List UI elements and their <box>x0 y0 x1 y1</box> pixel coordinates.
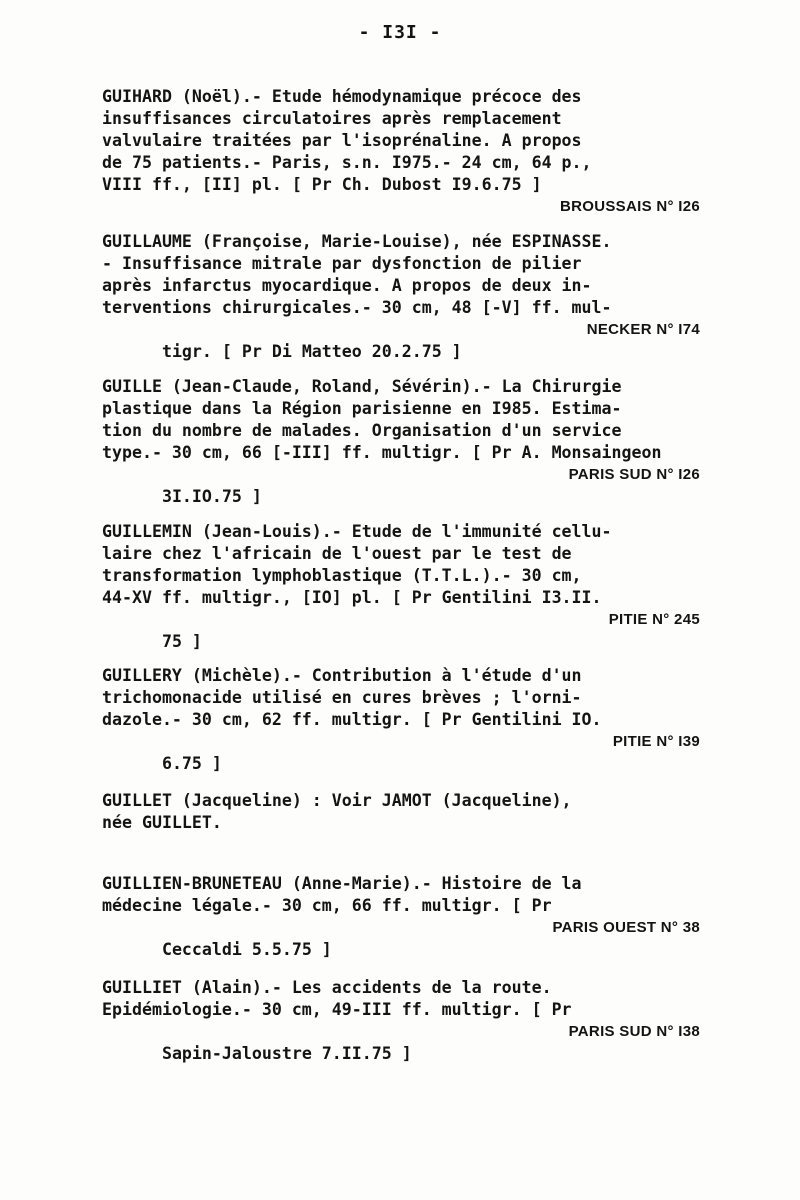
entry-line: VIII ff., [II] pl. [ Pr Ch. Dubost I9.6.75 ] <box>102 175 542 194</box>
entry-line: plastique dans la Région parisienne en I985. Estima- <box>102 399 622 418</box>
entry-line: 3I.IO.75 ] <box>161 487 262 506</box>
catalog-entry-guilliet <box>102 977 714 1063</box>
entry-line: Epidémiologie.- 30 cm, 49-III ff. multigr. [ Pr <box>102 1000 572 1019</box>
entry-line: de 75 patients.- Paris, s.n. I975.- 24 cm, 64 p., <box>102 153 592 172</box>
entry-line: médecine légale.- 30 cm, 66 ff. multigr. [ Pr <box>102 896 552 915</box>
catalog-entry-guihard <box>102 86 714 218</box>
entry-line: tigr. [ Pr Di Matteo 20.2.75 ] <box>161 342 462 361</box>
library-location: PITIE N° 245 <box>608 611 700 628</box>
page-number: - I3I - <box>358 22 442 43</box>
entry-line: GUILLE (Jean-Claude, Roland, Sévérin).- La Chirurgie <box>102 377 622 396</box>
catalog-entry-guillery <box>102 665 714 773</box>
library-location: PARIS OUEST N° 38 <box>552 919 700 936</box>
entry-line: GUILLIET (Alain).- Les accidents de la route. <box>102 978 552 997</box>
library-location: BROUSSAIS N° I26 <box>560 198 700 215</box>
entry-line: GUIHARD (Noël).- Etude hémodynamique précoce des <box>102 87 582 106</box>
entry-line: GUILLET (Jacqueline) : Voir JAMOT (Jacqueline), <box>102 791 572 810</box>
library-location: PITIE N° I39 <box>612 733 700 750</box>
catalog-entry-guillemin <box>102 521 714 651</box>
entry-line: dazole.- 30 cm, 62 ff. multigr. [ Pr Gentilini IO. <box>102 710 602 729</box>
entry-line: terventions chirurgicales.- 30 cm, 48 [-V] ff. mul- <box>102 298 612 317</box>
entry-line: 44-XV ff. multigr., [IO] pl. [ Pr Gentilini I3.II. <box>102 588 602 607</box>
entry-line: GUILLAUME (Françoise, Marie-Louise), née ESPINASSE. <box>102 232 612 251</box>
catalog-entry-guille <box>102 376 714 506</box>
entry-line: Sapin-Jaloustre 7.II.75 ] <box>161 1044 412 1063</box>
entry-line: - Insuffisance mitrale par dysfonction de pilier <box>102 254 582 273</box>
entry-line: trichomonacide utilisé en cures brèves ; l'orni- <box>102 688 582 707</box>
catalog-entry-guillien-bruneteau <box>102 873 714 959</box>
library-location: NECKER N° I74 <box>586 321 700 338</box>
catalog-entry-guillet <box>102 790 714 834</box>
entry-line: valvulaire traitées par l'isoprénaline. A propos <box>102 131 582 150</box>
entry-line: insuffisances circulatoires après remplacement <box>102 109 562 128</box>
entry-line: Ceccaldi 5.5.75 ] <box>161 940 332 959</box>
entry-line: 75 ] <box>161 632 202 651</box>
library-location: PARIS SUD N° I26 <box>568 466 700 483</box>
entry-line: GUILLIEN-BRUNETEAU (Anne-Marie).- Histoire de la <box>102 874 582 893</box>
catalog-entry-guillaume <box>102 231 714 361</box>
entry-line: après infarctus myocardique. A propos de deux in- <box>102 276 592 295</box>
entry-line: 6.75 ] <box>161 754 222 773</box>
entry-line: type.- 30 cm, 66 [-III] ff. multigr. [ Pr A. Monsaingeon <box>102 443 662 462</box>
entry-line: née GUILLET. <box>102 813 222 832</box>
entry-line: GUILLERY (Michèle).- Contribution à l'étude d'un <box>102 666 582 685</box>
entry-line: tion du nombre de malades. Organisation d'un service <box>102 421 622 440</box>
library-location: PARIS SUD N° I38 <box>568 1023 700 1040</box>
entry-line: transformation lymphoblastique (T.T.L.).- 30 cm, <box>102 566 582 585</box>
entry-line: GUILLEMIN (Jean-Louis).- Etude de l'immunité cellu- <box>102 522 612 541</box>
entry-line: laire chez l'africain de l'ouest par le test de <box>102 544 572 563</box>
